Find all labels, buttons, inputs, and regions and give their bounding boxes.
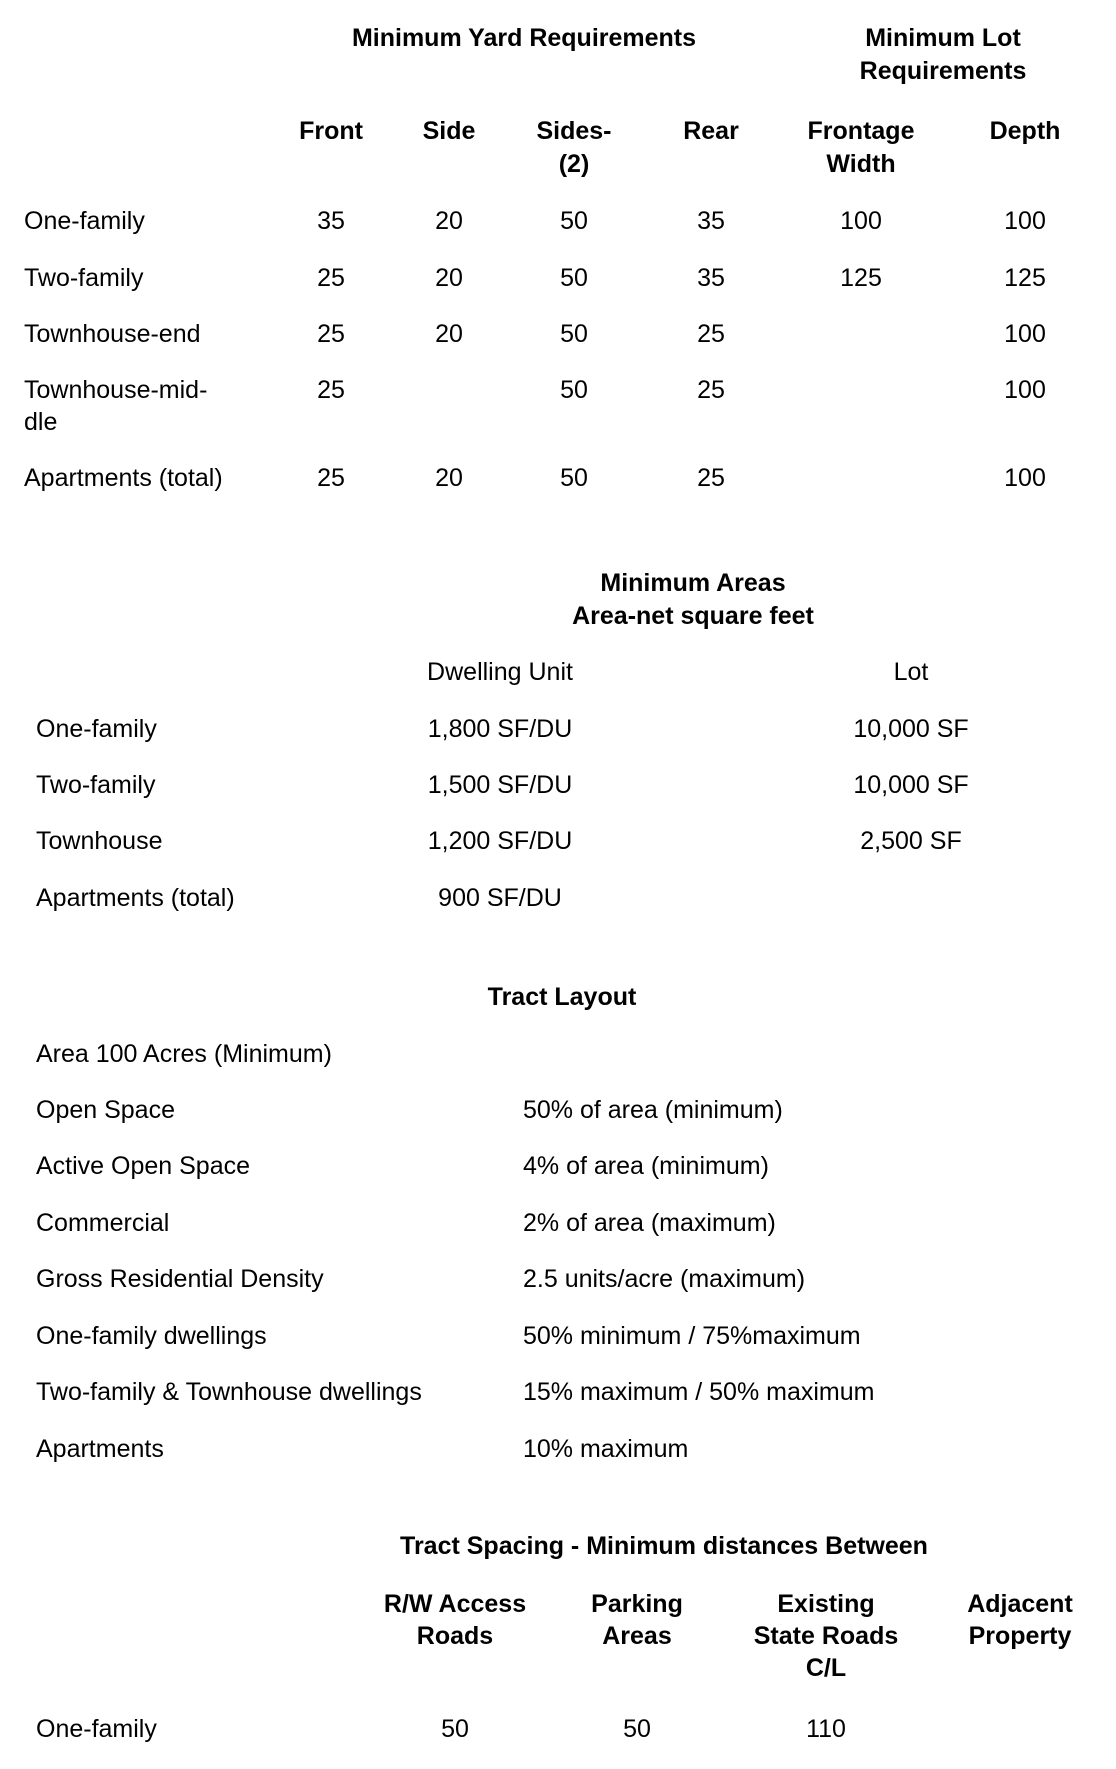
yard-cell-side: 20 [435,264,463,292]
yard-cell-depth: 100 [1004,464,1046,492]
yard-cell-depth: 100 [1004,207,1046,235]
yard-cell-side: 20 [435,320,463,348]
layout-row-label: Commercial [36,1209,170,1237]
yard-cell-sides2: 50 [560,464,588,492]
col-header-lot: Lot [893,658,929,686]
spacing-cell-existing: 110 [806,1715,846,1743]
col-header-existing-line3: C/L [805,1654,847,1682]
areas-cell-dwelling: 1,200 SF/DU [427,827,573,855]
areas-cell-lot: 2,500 SF [860,827,962,855]
yard-row-label: Townhouse-mid- [24,376,208,404]
layout-row-value: 15% maximum / 50% maximum [523,1378,875,1406]
yard-row-label-continued: dle [24,408,58,436]
tract-layout-heading: Tract Layout [487,983,637,1011]
col-header-existing-line2: State Roads [753,1622,899,1650]
col-header-side: Side [422,117,476,145]
areas-cell-lot: 10,000 SF [853,771,969,799]
yard-cell-sides2: 50 [560,320,588,348]
layout-row-label: Gross Residential Density [36,1265,324,1293]
yard-cell-side: 20 [435,207,463,235]
yard-row-label: Apartments (total) [24,464,223,492]
yard-cell-depth: 100 [1004,320,1046,348]
yard-cell-rear: 35 [697,264,725,292]
yard-cell-depth: 125 [1004,264,1046,292]
col-header-frontage-line2: Width [826,150,896,178]
yard-cell-sides2: 50 [560,376,588,404]
col-header-rw-access-line2: Roads [416,1622,494,1650]
layout-row-label: Apartments [36,1435,164,1463]
areas-cell-dwelling: 900 SF/DU [438,884,562,912]
col-header-frontage-line1: Frontage [807,117,915,145]
yard-row-label: Townhouse-end [24,320,201,348]
yard-cell-front: 25 [317,264,345,292]
minimum-areas-heading-line2: Area-net square feet [572,602,814,630]
spacing-cell-rw: 50 [441,1715,469,1743]
spacing-row-label: One-family [36,1715,157,1743]
areas-row-label: Apartments (total) [36,884,235,912]
yard-requirements-heading: Minimum Yard Requirements [351,24,697,52]
areas-row-label: Two-family [36,771,156,799]
col-header-sides2-line2: (2) [558,150,590,178]
lot-requirements-heading-line1: Minimum Lot [865,24,1021,52]
tract-spacing-heading: Tract Spacing - Minimum distances Between [400,1532,928,1560]
yard-cell-front: 25 [317,376,345,404]
yard-cell-sides2: 50 [560,207,588,235]
col-header-dwelling-unit: Dwelling Unit [427,658,573,686]
col-header-existing-line1: Existing [777,1590,875,1618]
yard-cell-frontage: 100 [840,207,882,235]
yard-cell-rear: 35 [697,207,725,235]
yard-cell-front: 35 [317,207,345,235]
yard-row-label: Two-family [24,264,144,292]
layout-row-value: 4% of area (minimum) [523,1152,769,1180]
col-header-adjacent-line1: Adjacent [967,1590,1073,1618]
yard-cell-frontage: 125 [840,264,882,292]
layout-row-label: Area 100 Acres (Minimum) [36,1040,332,1068]
col-header-parking-line1: Parking [591,1590,683,1618]
lot-requirements-heading-line2: Requirements [859,57,1027,85]
layout-row-value: 10% maximum [523,1435,689,1463]
col-header-sides2-line1: Sides- [536,117,612,145]
yard-cell-front: 25 [317,320,345,348]
areas-cell-lot: 10,000 SF [853,715,969,743]
layout-row-label: One-family dwellings [36,1322,267,1350]
areas-cell-dwelling: 1,800 SF/DU [427,715,573,743]
yard-cell-side: 20 [435,464,463,492]
spacing-cell-parking: 50 [623,1715,651,1743]
layout-row-value: 2.5 units/acre (maximum) [523,1265,806,1293]
yard-cell-rear: 25 [697,320,725,348]
yard-row-label: One-family [24,207,145,235]
yard-cell-front: 25 [317,464,345,492]
yard-cell-rear: 25 [697,376,725,404]
layout-row-label: Open Space [36,1096,175,1124]
areas-cell-dwelling: 1,500 SF/DU [427,771,573,799]
layout-row-value: 50% minimum / 75%maximum [523,1322,861,1350]
minimum-areas-heading-line1: Minimum Areas [600,569,786,597]
layout-row-value: 50% of area (minimum) [523,1096,783,1124]
yard-cell-rear: 25 [697,464,725,492]
col-header-depth: Depth [989,117,1061,145]
col-header-rw-access-line1: R/W Access [383,1590,527,1618]
col-header-adjacent-line2: Property [968,1622,1072,1650]
col-header-parking-line2: Areas [602,1622,672,1650]
layout-row-label: Active Open Space [36,1152,251,1180]
yard-cell-depth: 100 [1004,376,1046,404]
yard-cell-sides2: 50 [560,264,588,292]
col-header-rear: Rear [683,117,739,145]
areas-row-label: Townhouse [36,827,163,855]
layout-row-label: Two-family & Townhouse dwellings [36,1378,422,1406]
layout-row-value: 2% of area (maximum) [523,1209,776,1237]
areas-row-label: One-family [36,715,157,743]
col-header-front: Front [299,117,363,145]
